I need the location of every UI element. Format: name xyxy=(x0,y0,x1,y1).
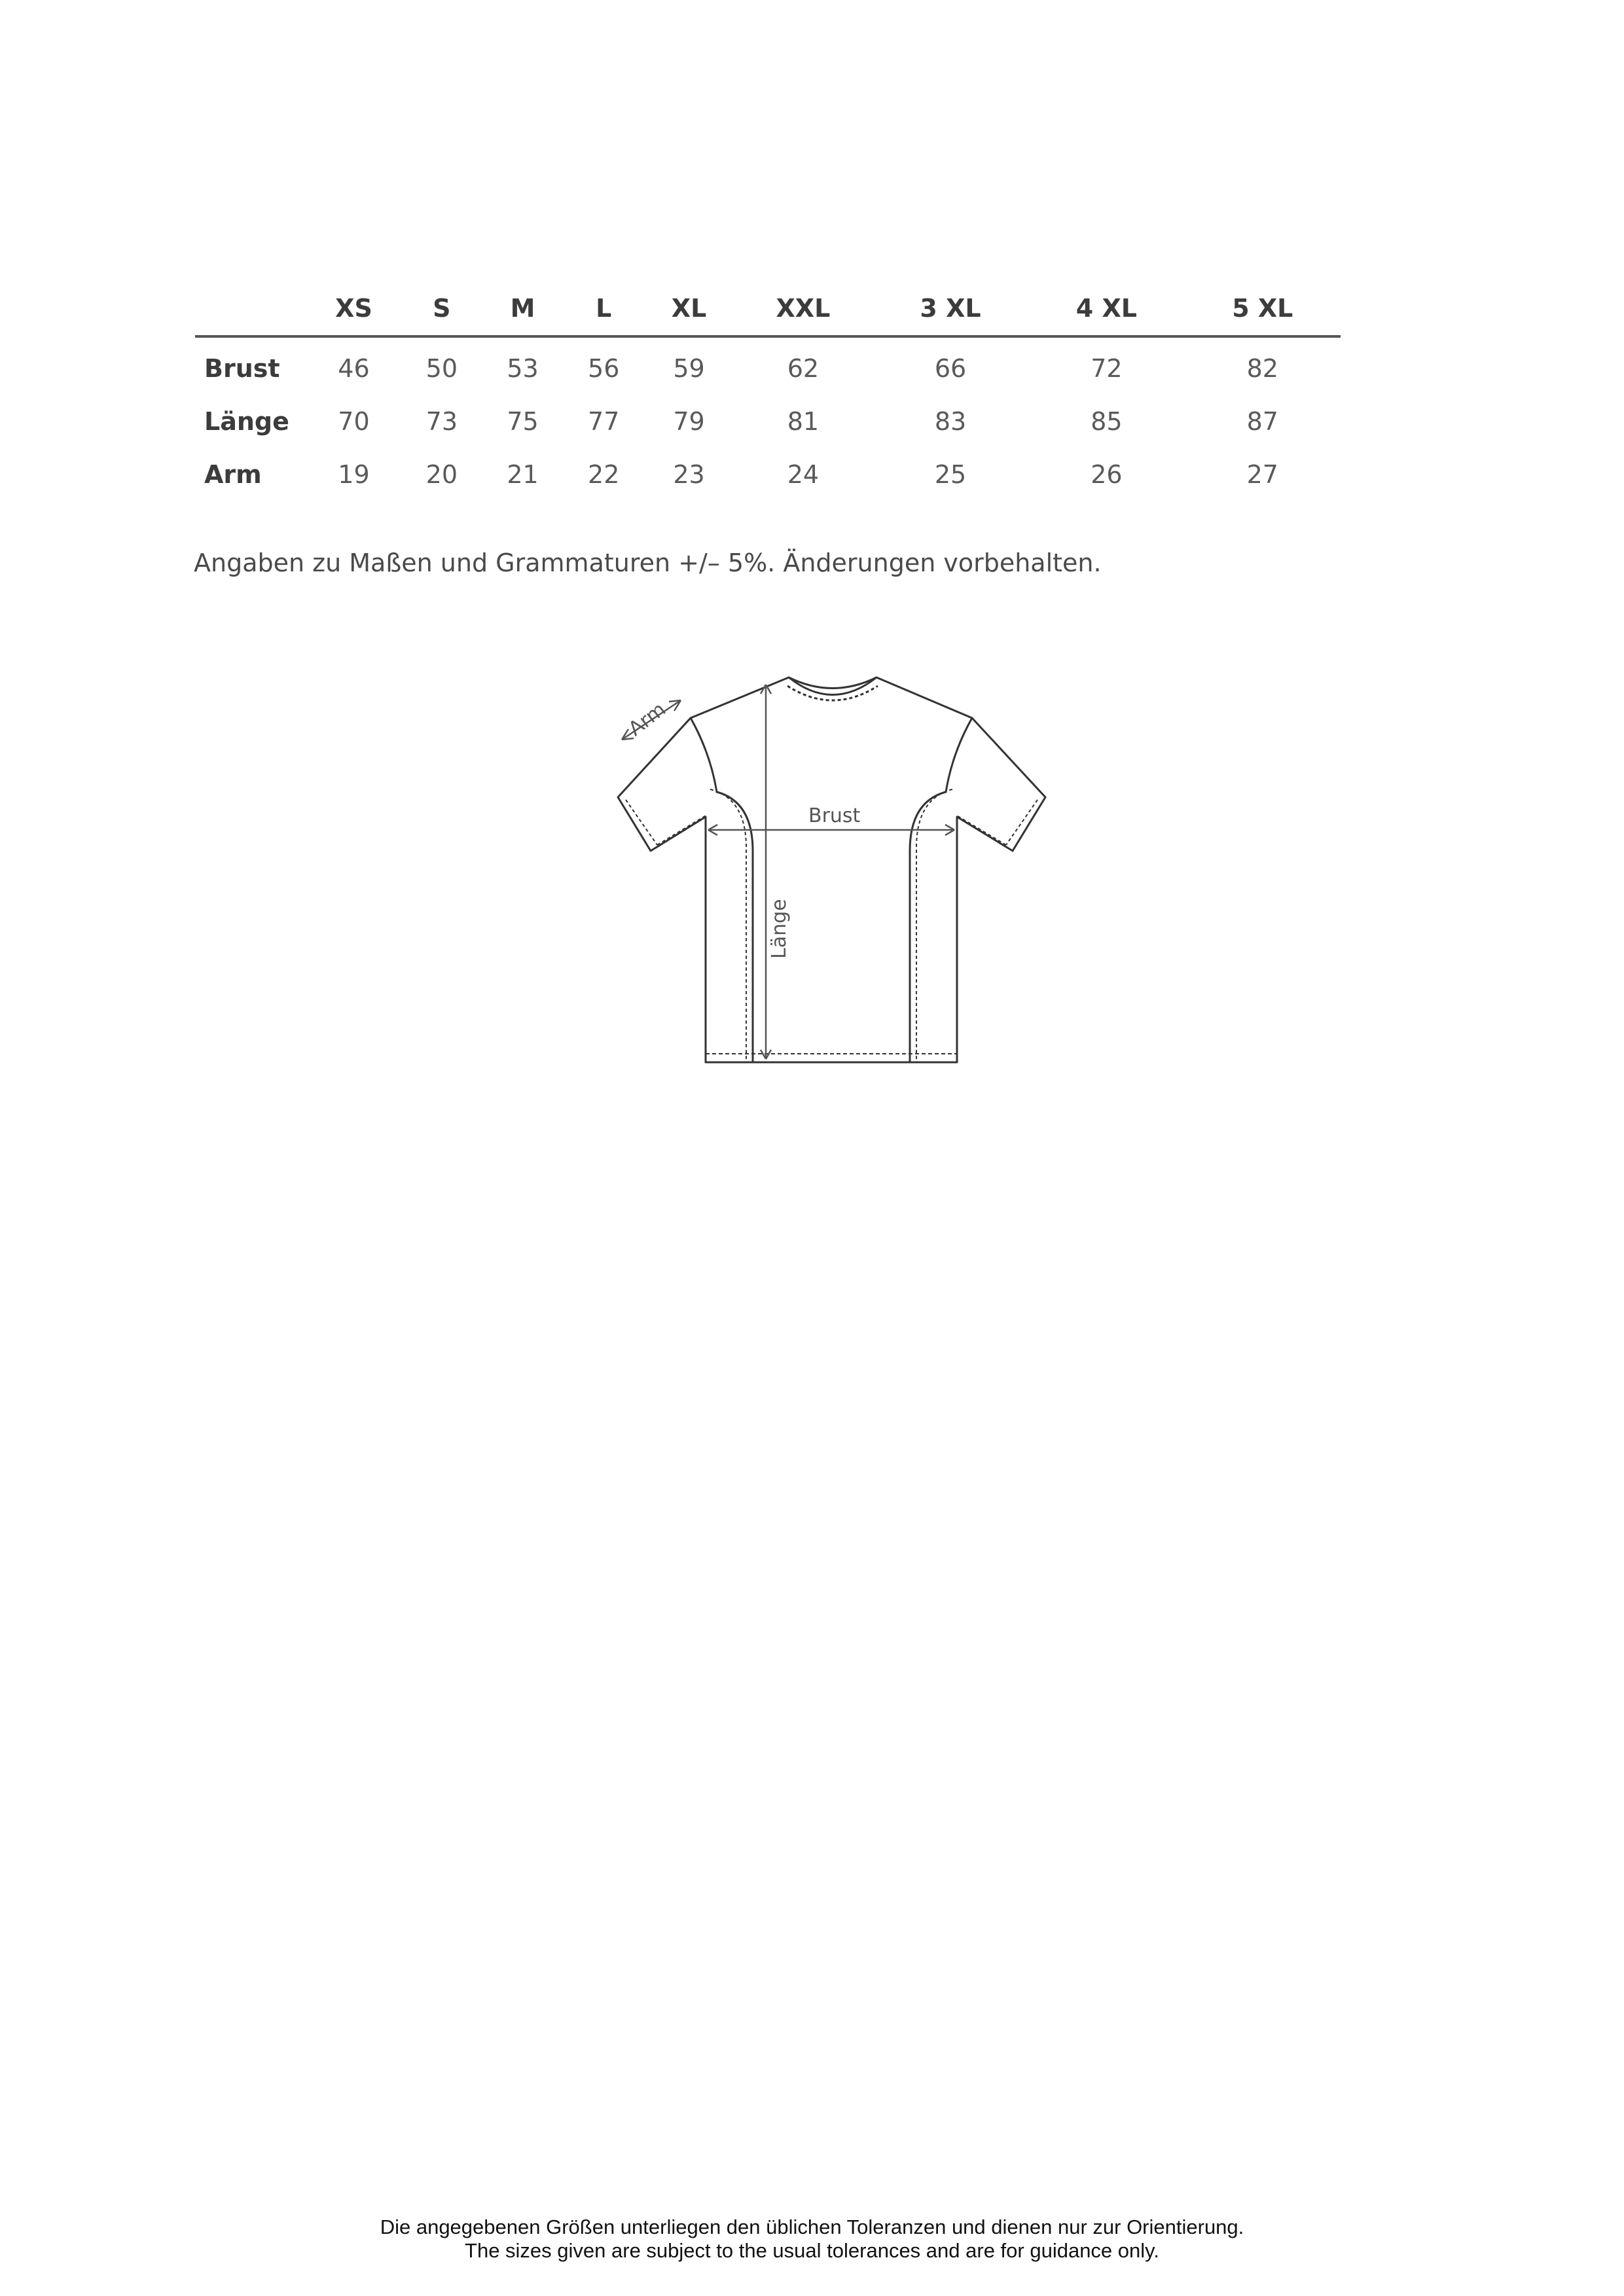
table-cell: 56 xyxy=(588,353,620,383)
table-cell: 24 xyxy=(787,459,820,489)
table-cell: 79 xyxy=(673,406,705,436)
table-cell: 59 xyxy=(673,353,705,383)
size-header-row xyxy=(195,281,1341,336)
footer-disclaimer-german: Die angegebenen Größen unterliegen den üblichen Toleranzen und dienen nur zur Orientierung. xyxy=(380,2215,1244,2238)
size-header: 3 XL xyxy=(873,281,1028,336)
size-header: XXL xyxy=(734,281,873,336)
table-row xyxy=(195,336,1341,395)
table-row xyxy=(195,395,1341,448)
table-cell: 83 xyxy=(934,406,967,436)
tolerance-note: Angaben zu Maßen und Grammaturen +/– 5%. Änderungen vorbehalten. xyxy=(194,548,1102,577)
size-header: M xyxy=(482,281,564,336)
size-header: XL xyxy=(644,281,734,336)
arm-label: Arm xyxy=(624,698,670,741)
footer-disclaimer-english: The sizes given are subject to the usual tolerances and are for guidance only. xyxy=(465,2239,1159,2262)
table-cell: 20 xyxy=(425,459,458,489)
table-cell: 73 xyxy=(425,406,458,436)
table-cell: 66 xyxy=(934,353,967,383)
table-cell: 21 xyxy=(507,459,539,489)
size-header: XS xyxy=(306,281,401,336)
table-cell: 50 xyxy=(425,353,458,383)
row-label: Arm xyxy=(204,459,262,489)
table-cell: 23 xyxy=(673,459,705,489)
table-cell: 87 xyxy=(1246,406,1278,436)
tshirt-icon xyxy=(618,677,1045,1062)
table-cell: 81 xyxy=(787,406,820,436)
chest-label: Brust xyxy=(808,804,861,827)
table-cell: 85 xyxy=(1091,406,1123,436)
table-cell: 25 xyxy=(934,459,967,489)
size-header: L xyxy=(563,281,644,336)
table-cell: 72 xyxy=(1091,353,1123,383)
table-cell: 26 xyxy=(1091,459,1123,489)
table-cell: 75 xyxy=(507,406,539,436)
tshirt-measurement-diagram xyxy=(589,661,1074,1080)
size-header: S xyxy=(401,281,482,336)
table-cell: 46 xyxy=(338,353,370,383)
table-cell: 70 xyxy=(338,406,370,436)
size-header: 4 XL xyxy=(1028,281,1184,336)
row-label: Brust xyxy=(204,353,280,383)
table-corner xyxy=(195,281,306,336)
table-cell: 53 xyxy=(507,353,539,383)
length-label: Länge xyxy=(768,899,791,959)
table-cell: 19 xyxy=(338,459,370,489)
table-cell: 82 xyxy=(1246,353,1278,383)
size-table xyxy=(195,281,1341,501)
row-label: Länge xyxy=(204,406,289,436)
table-cell: 62 xyxy=(787,353,820,383)
table-row xyxy=(195,448,1341,501)
table-cell: 77 xyxy=(588,406,620,436)
table-cell: 22 xyxy=(588,459,620,489)
table-cell: 27 xyxy=(1246,459,1278,489)
size-header: 5 XL xyxy=(1185,281,1341,336)
